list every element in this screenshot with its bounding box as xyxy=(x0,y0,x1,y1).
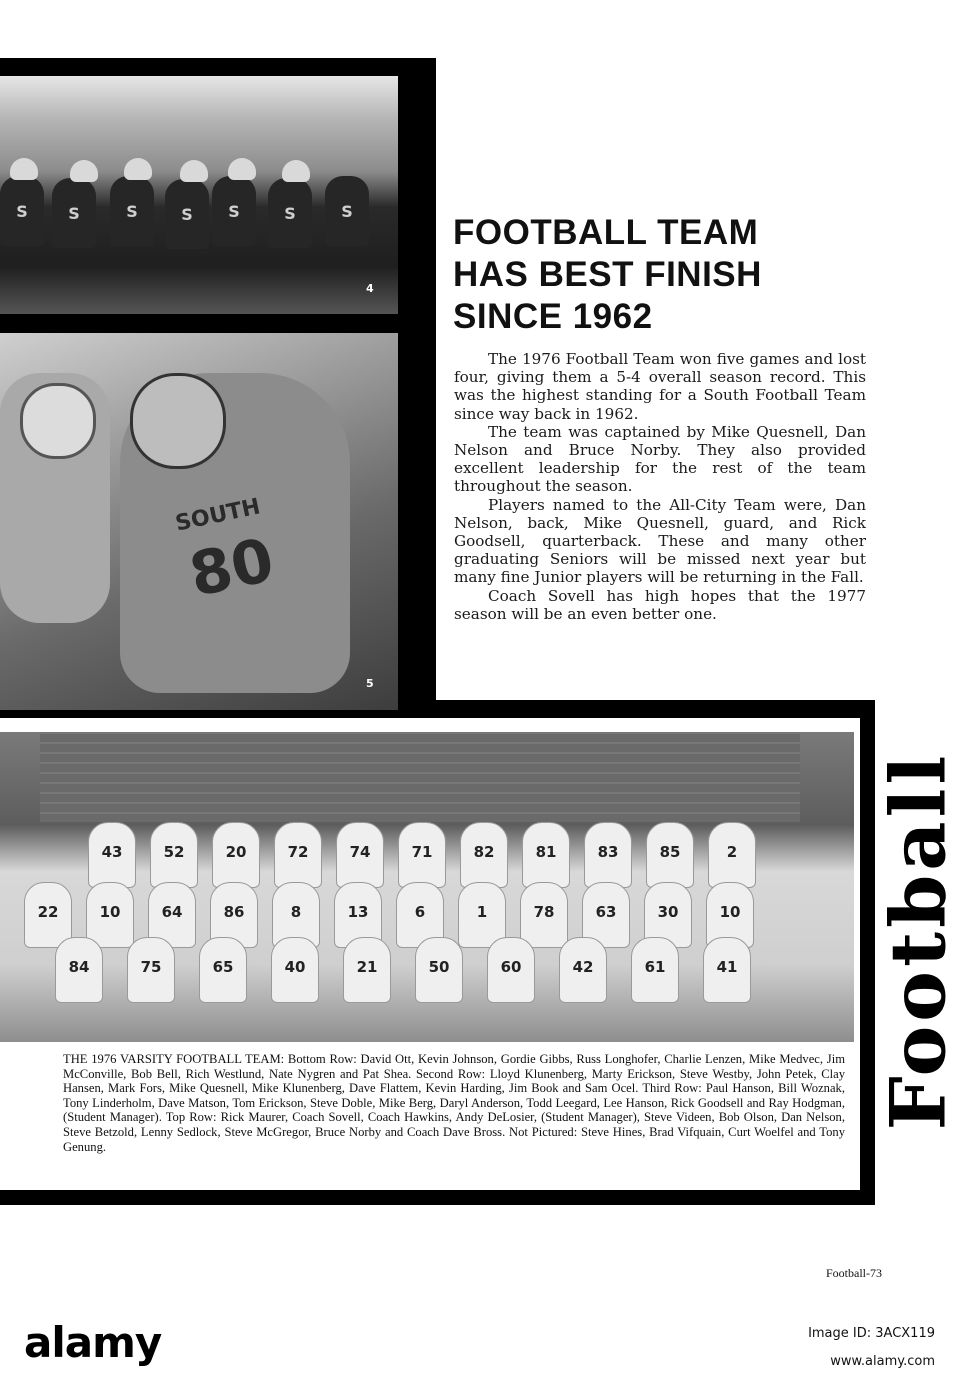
article-paragraph: The team was captained by Mike Quesnell, Dan Nelson and Bruce Norby. They also provided excellent leadership for the rest of the team throughout the season. xyxy=(454,422,866,496)
action-photo xyxy=(0,333,398,710)
team-caption: THE 1976 VARSITY FOOTBALL TEAM: Bottom Row: David Ott, Kevin Johnson, Gordie Gibbs, Russ Longhofer, Charlie Lenzen, Mike Medvec, Jim McConville, Bob Bell, Rich Westlund, Nate Nygren and Pat Shea. Second Row: Lloyd Klunenberg, Marty Erickson, Steve Westby, John Petek, Clay Hansen, Mark Fors, Mike Quesnell, Mike Klunenberg, Dave Flattem, Kevin Harding, Jim Book and Sam Ocel. Third Row: Paul Hanson, Bill Woznak, Tony Linderholm, Dave Matson, Tom Erickson, Steve Doble, Mike Berg, Daryl Anderson, Todd Leegard, Lee Hanson, Rick Goodsell and Ray Hodgman, (Student Manager). Top Row: Rick Maurer, Coach Sovell, Coach Hawkins, Andy DeLosier, (Student Manager), Steve Videen, Bob Olson, Dan Nelson, Steve Betzold, Lenny Sedlock, Steve McGregor, Bruce Norby and Coach Dave Bross. Not Pictured: Steve Hines, Brad Vifquain, Curt Woelfel and Tony Genung. xyxy=(63,1052,845,1154)
helmet-icon xyxy=(130,373,226,469)
jersey-number: 61 xyxy=(644,958,666,976)
jersey-number: 64 xyxy=(161,903,183,921)
bench-player: S xyxy=(325,176,369,246)
jersey-number: 71 xyxy=(411,843,433,861)
team-player xyxy=(343,937,391,1003)
team-player xyxy=(24,882,72,948)
jersey-number: 40 xyxy=(284,958,306,976)
helmet-icon xyxy=(124,158,152,180)
article-paragraph: Coach Sovell has high hopes that the 1977 season will be an even better one. xyxy=(454,586,866,623)
team-photo xyxy=(0,732,854,1042)
photo-number: 4 xyxy=(366,282,374,295)
team-player xyxy=(398,822,446,888)
jersey-number: 63 xyxy=(595,903,617,921)
bench-player: S xyxy=(0,176,44,246)
jersey-number: 20 xyxy=(225,843,247,861)
article-paragraph: The 1976 Football Team won five games and lost four, giving them a 5-4 overall season record. This was the highest standing for a South Football Team since way back in 1962. xyxy=(454,350,866,423)
helmet-icon xyxy=(70,160,98,182)
site-url: www.alamy.com xyxy=(830,1354,935,1369)
team-player xyxy=(631,937,679,1003)
team-player xyxy=(127,937,175,1003)
team-player xyxy=(271,937,319,1003)
jersey-number: 52 xyxy=(163,843,185,861)
team-player xyxy=(415,937,463,1003)
photo-number: 5 xyxy=(366,677,374,690)
jersey-number: 21 xyxy=(356,958,378,976)
jersey-number: 78 xyxy=(533,903,555,921)
page-number: Football-73 xyxy=(826,1266,882,1280)
jersey-number: 74 xyxy=(349,843,371,861)
jersey-number: 41 xyxy=(716,958,738,976)
jersey-number: 10 xyxy=(719,903,741,921)
jersey-number: 82 xyxy=(473,843,495,861)
team-player xyxy=(703,937,751,1003)
jersey-number: 42 xyxy=(572,958,594,976)
team-player xyxy=(336,822,384,888)
team-player xyxy=(559,937,607,1003)
section-title-text: Football xyxy=(873,751,963,1131)
jersey-number: 10 xyxy=(99,903,121,921)
team-player xyxy=(646,822,694,888)
bench-player: S xyxy=(165,179,209,249)
jersey-number: 30 xyxy=(657,903,679,921)
jersey-number: 1 xyxy=(476,903,488,921)
bench-player: S xyxy=(52,178,96,248)
team-player xyxy=(212,822,260,888)
jersey-number: 81 xyxy=(535,843,557,861)
helmet-icon xyxy=(228,158,256,180)
jersey-number: 50 xyxy=(428,958,450,976)
jersey-number: 8 xyxy=(290,903,302,921)
team-player xyxy=(55,937,103,1003)
helmet-icon xyxy=(10,158,38,180)
section-title xyxy=(868,726,968,1156)
jersey-number: 85 xyxy=(659,843,681,861)
jersey-number: 86 xyxy=(223,903,245,921)
helmet-icon xyxy=(180,160,208,182)
bench-photo xyxy=(0,76,398,314)
helmet-icon xyxy=(282,160,310,182)
jersey-number: 75 xyxy=(140,958,162,976)
jersey-number: 6 xyxy=(414,903,426,921)
jersey-number: 72 xyxy=(287,843,309,861)
team-player xyxy=(150,822,198,888)
article-body xyxy=(454,350,866,623)
brand-logo: alamy xyxy=(24,1318,162,1367)
jersey-number: 65 xyxy=(212,958,234,976)
team-player xyxy=(460,822,508,888)
jersey-number: 22 xyxy=(37,903,59,921)
jersey-number: 84 xyxy=(68,958,90,976)
jersey-number: 83 xyxy=(597,843,619,861)
headline-line: SINCE 1962 xyxy=(453,297,653,336)
jersey-number: 2 xyxy=(726,843,738,861)
bench-player: S xyxy=(212,176,256,246)
team-player xyxy=(520,882,568,948)
team-player xyxy=(86,882,134,948)
article-paragraph: Players named to the All-City Team were, Dan Nelson, back, Mike Quesnell, guard, and Rick Goodsell, quarterback. These and many other graduating Seniors will be missed next year but many fine Junior players will be returning in the Fall. xyxy=(454,495,866,587)
team-player xyxy=(584,822,632,888)
headline-line: FOOTBALL TEAM xyxy=(453,213,759,252)
jersey-text: SOUTH xyxy=(173,494,263,537)
team-player xyxy=(88,822,136,888)
image-id: Image ID: 3ACX119 xyxy=(808,1326,935,1341)
bench-player: S xyxy=(110,176,154,246)
team-player xyxy=(522,822,570,888)
team-player xyxy=(274,822,322,888)
team-player xyxy=(487,937,535,1003)
team-player xyxy=(199,937,247,1003)
jersey-number: 43 xyxy=(101,843,123,861)
bench-player: S xyxy=(268,178,312,248)
headline-line: HAS BEST FINISH xyxy=(453,255,762,294)
jersey-number: 80 xyxy=(183,525,280,611)
headline xyxy=(453,212,833,338)
jersey-number: 13 xyxy=(347,903,369,921)
team-player xyxy=(708,822,756,888)
brick-wall xyxy=(40,732,800,822)
jersey-number: 60 xyxy=(500,958,522,976)
helmet-icon xyxy=(20,383,96,459)
